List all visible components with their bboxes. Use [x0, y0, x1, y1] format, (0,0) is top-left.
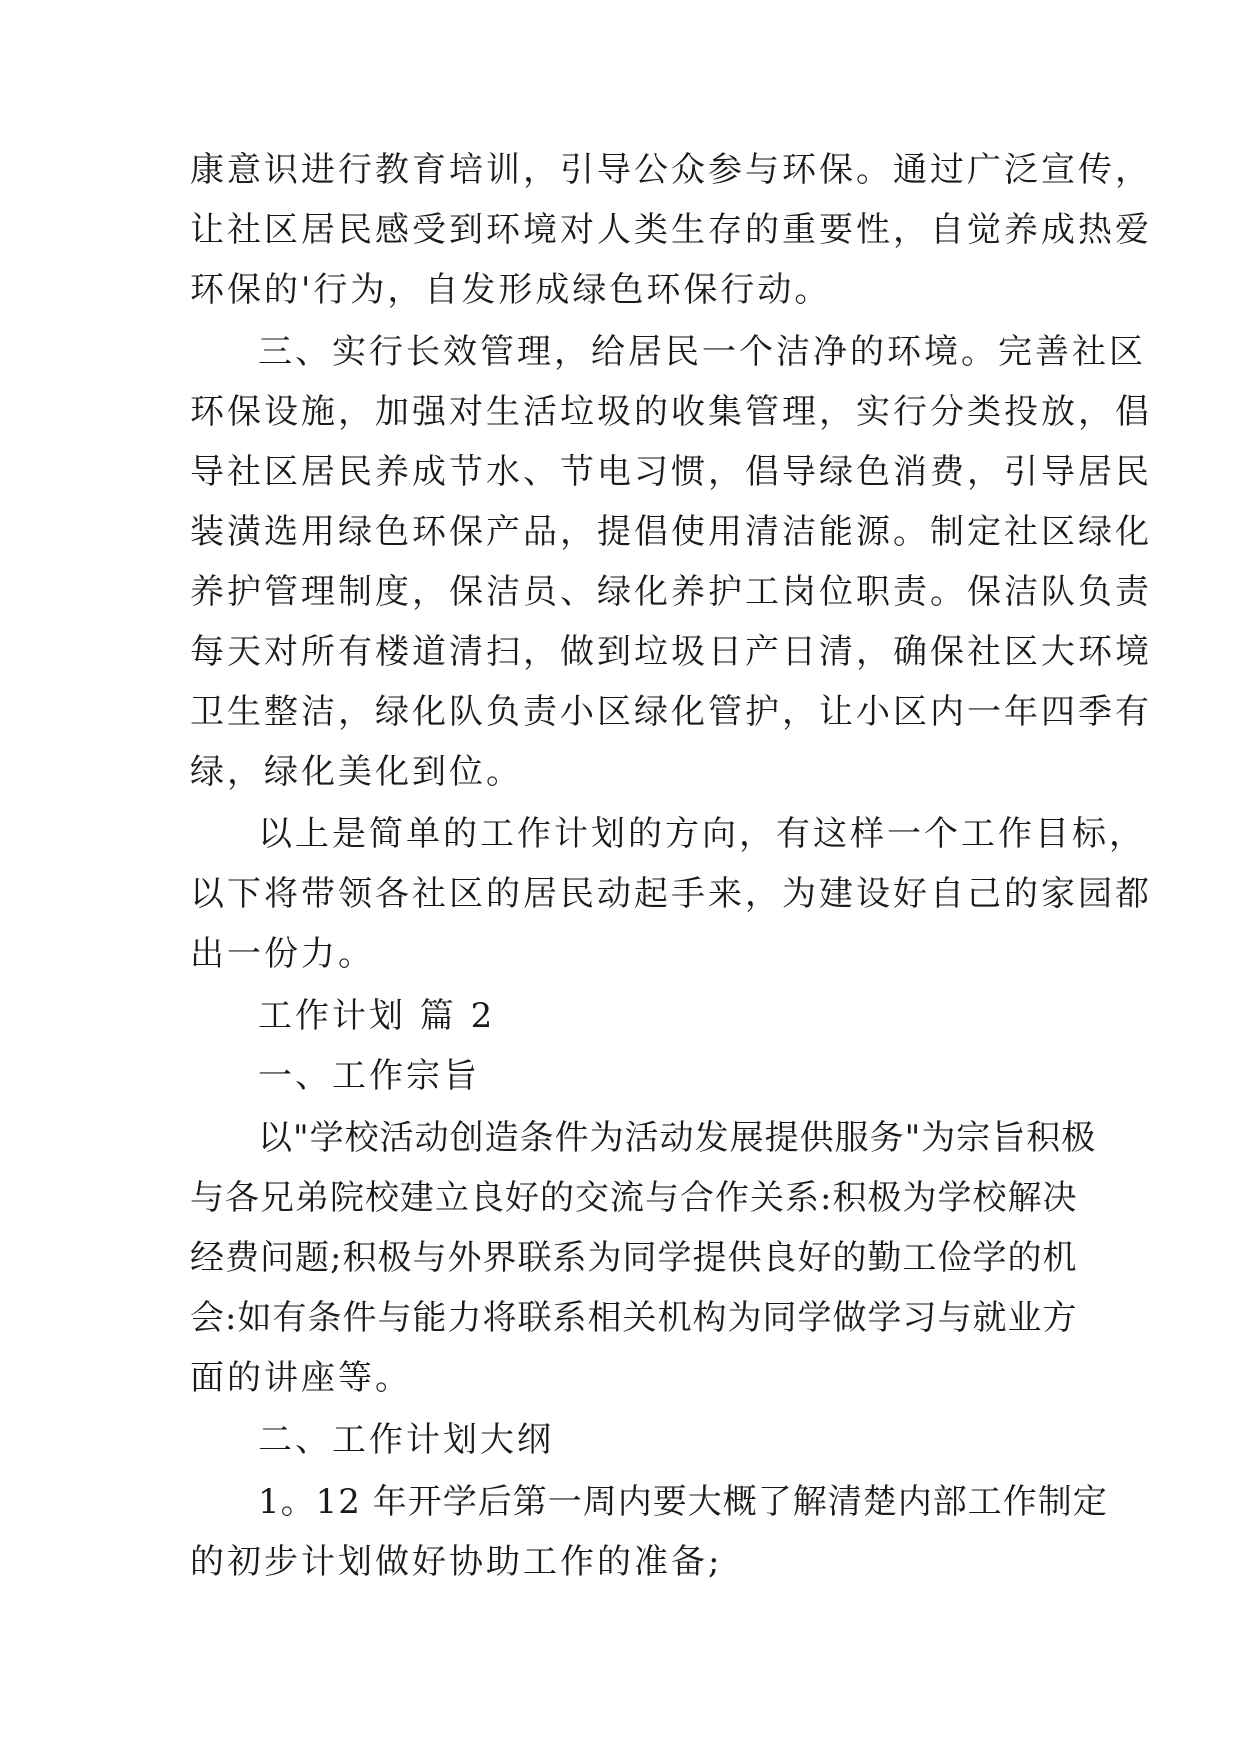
paragraph-line: 让社区居民感受到环境对人类生存的重要性，自觉养成热爱 — [190, 210, 1152, 250]
paragraph-line: 面的讲座等。 — [190, 1358, 412, 1398]
paragraph-line: 每天对所有楼道清扫，做到垃圾日产日清，确保社区大环境 — [190, 632, 1152, 672]
paragraph-line: 导社区居民养成节水、节电习惯，倡导绿色消费，引导居民 — [190, 452, 1152, 492]
paragraph-line: 养护管理制度，保洁员、绿化养护工岗位职责。保洁队负责 — [190, 572, 1152, 612]
paragraph-line: 环保的'行为，自发形成绿色环保行动。 — [190, 270, 832, 310]
paragraph-line: 环保设施，加强对生活垃圾的收集管理，实行分类投放，倡 — [190, 392, 1152, 432]
section-heading: 二、工作计划大纲 — [258, 1420, 554, 1460]
paragraph-line: 绿，绿化美化到位。 — [190, 752, 523, 792]
paragraph-line: 出一份力。 — [190, 934, 375, 974]
paragraph-line: 1。12 年开学后第一周内要大概了解清楚内部工作制定 — [258, 1482, 1108, 1522]
paragraph-line: 经费问题;积极与外界联系为同学提供良好的勤工俭学的机 — [190, 1238, 1078, 1278]
paragraph-line: 以上是简单的工作计划的方向，有这样一个工作目标， — [258, 814, 1146, 854]
paragraph-line: 以"学校活动创造条件为活动发展提供服务"为宗旨积极 — [258, 1118, 1097, 1158]
paragraph-line: 的初步计划做好协助工作的准备; — [190, 1542, 723, 1582]
section-title: 工作计划 篇 2 — [258, 996, 496, 1036]
paragraph-line: 与各兄弟院校建立良好的交流与合作关系:积极为学校解决 — [190, 1178, 1078, 1218]
paragraph-line: 装潢选用绿色环保产品，提倡使用清洁能源。制定社区绿化 — [190, 512, 1152, 552]
section-heading: 一、工作宗旨 — [258, 1056, 480, 1096]
paragraph-line: 康意识进行教育培训，引导公众参与环保。通过广泛宣传， — [190, 150, 1152, 190]
paragraph-line: 会:如有条件与能力将联系相关机构为同学做学习与就业方 — [190, 1298, 1078, 1338]
paragraph-line: 卫生整洁，绿化队负责小区绿化管护，让小区内一年四季有 — [190, 692, 1152, 732]
paragraph-line: 三、实行长效管理，给居民一个洁净的环境。完善社区 — [258, 332, 1146, 372]
paragraph-line: 以下将带领各社区的居民动起手来，为建设好自己的家园都 — [190, 874, 1152, 914]
